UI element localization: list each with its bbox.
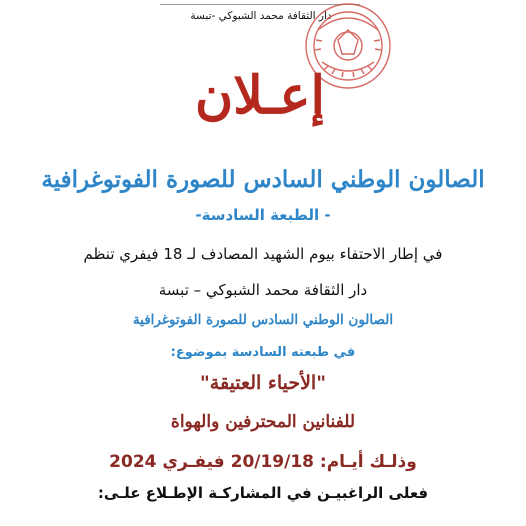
theme-intro: في طبعته السادسة بموضوع:	[170, 345, 356, 360]
theme-title: "الأحياء العتيقة"	[199, 372, 327, 394]
intro-line-2: دار الثقافة محمد الشبوكي – تبسة	[158, 281, 368, 299]
announcement-title: إعـلان	[195, 65, 325, 126]
salon-title: الصالون الوطني السادس للصورة الفوتوغرافية	[41, 166, 485, 193]
institution-header: دار الثقافة محمد الشبوكي -تبسة	[190, 10, 332, 22]
audience-line: للفنانين المحترفين والهواة	[170, 412, 356, 432]
edition-label: - الطبعة السادسة-	[195, 206, 331, 224]
salon-title-secondary: الصالون الوطني السادس للصورة الفوتوغرافية	[132, 312, 394, 328]
intro-line-1: في إطار الاحتفاء بيوم الشهيد المصادف لـ 18 فيفري تنظم	[83, 245, 443, 263]
dates-line: وذلـك أيـام: 20/19/18 فيفـري 2024	[109, 452, 417, 472]
participation-line: فعلى الراغبيـن في المشاركـة الإطـلاع علـى:	[97, 484, 429, 502]
